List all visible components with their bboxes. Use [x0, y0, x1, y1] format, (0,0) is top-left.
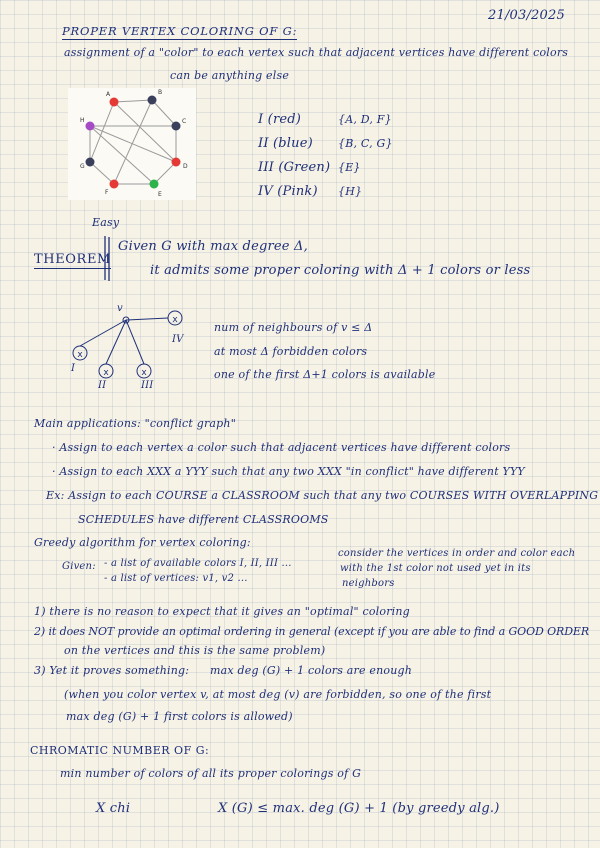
theorem-line-1: Given G with max degree Δ, [118, 239, 308, 254]
theorem-bar [104, 236, 112, 282]
graph-edge-EH [90, 126, 154, 184]
graph-vertex-label-D: D [183, 163, 188, 170]
color-class-3-name: III (Green) [258, 160, 331, 175]
greedy-input-2: - a list of vertices: v1, v2 ... [104, 573, 248, 584]
graph-vertex-H [86, 122, 95, 131]
theorem-line-2: it admits some proper coloring with Δ + 1 colors or less [150, 263, 531, 278]
color-class-4-set: {H} [338, 185, 363, 198]
graph-vertex-label-E: E [158, 191, 162, 198]
applications-title: Main applications: "conflict graph" [34, 417, 236, 430]
star-line-2: at most Δ forbidden colors [214, 345, 368, 358]
remark-3: 3) Yet it proves something: [34, 664, 190, 677]
applications-example-1: Ex: Assign to each COURSE a CLASSROOM such that any two COURSES WITH OVERLAPPING [46, 489, 599, 502]
graph-vertex-G [86, 158, 95, 167]
greedy-note-2: with the 1st color not used yet in its [340, 563, 531, 574]
definition-line-2: can be anything else [170, 69, 290, 82]
graph-edge-AG [90, 102, 114, 162]
graph-edge-AD [114, 102, 176, 162]
color-class-2-name: II (blue) [258, 136, 313, 151]
chromatic-title: CHROMATIC NUMBER OF G: [30, 744, 210, 757]
star-label-IV: IV [172, 334, 184, 345]
star-line-1: num of neighbours of v ≤ Δ [214, 321, 373, 334]
remark-2: 2) it does NOT provide an optimal ordering in general (except if you are able to find a GOOD ORDER [34, 625, 590, 638]
applications-item-1: · Assign to each vertex a color such that adjacent vertices have different colors [52, 441, 511, 454]
applications-example-2: SCHEDULES have different CLASSROOMS [78, 513, 329, 526]
color-class-2-set: {B, C, G} [338, 137, 393, 150]
color-class-4-name: IV (Pink) [258, 184, 318, 199]
graph-edge-HD [90, 126, 176, 162]
color-class-1-name: I (red) [258, 112, 302, 127]
greedy-note-1: consider the vertices in order and color each [338, 548, 576, 559]
graph-vertex-label-B: B [158, 89, 163, 96]
star-label-III: III [141, 380, 154, 391]
remark-3-cont-1: (when you color vertex v, at most deg (v) are forbidden, so one of the first [64, 688, 492, 701]
star-v-label: v [117, 303, 123, 314]
remark-2-cont: on the vertices and this is the same problem) [64, 644, 326, 657]
easy-note: Easy [92, 216, 120, 229]
greedy-given: Given: [62, 561, 96, 572]
graph-figure [68, 88, 196, 200]
graph-vertex-C [172, 122, 181, 131]
graph-vertex-B [148, 96, 157, 105]
graph-edge-AB [114, 100, 152, 102]
star-label-II: II [98, 380, 107, 391]
neighbour-star-diagram [64, 306, 214, 396]
graph-vertex-label-A: A [106, 91, 111, 98]
svg-text:x: x [141, 368, 147, 378]
star-label-I: I [71, 363, 76, 374]
definition-line-1: assignment of a "color" to each vertex such that adjacent vertices have different colors [64, 46, 569, 59]
remark-3-formula: max deg (G) + 1 colors are enough [210, 664, 413, 677]
greedy-note-3: neighbors [342, 578, 395, 589]
chromatic-definition: min number of colors of all its proper colorings of G [60, 767, 362, 780]
graph-vertex-F [110, 180, 119, 189]
graph-vertex-label-C: C [182, 118, 187, 125]
color-class-1-set: {A, D, F} [338, 113, 392, 126]
applications-item-2: · Assign to each XXX a YYY such that any two XXX "in conflict" have different YYY [52, 465, 525, 478]
greedy-title: Greedy algorithm for vertex coloring: [34, 536, 251, 549]
graph-vertex-D [172, 158, 181, 167]
remark-1: 1) there is no reason to expect that it gives an "optimal" coloring [34, 605, 410, 618]
theorem-label: THEOREM [34, 252, 111, 267]
chromatic-symbol: X chi [96, 801, 131, 816]
color-class-3-set: {E} [338, 161, 361, 174]
graph-edge-BF [114, 100, 152, 184]
date: 21/03/2025 [488, 8, 565, 23]
graph-vertex-E [150, 180, 159, 189]
graph-edge-DE [154, 162, 176, 184]
svg-text:x: x [172, 315, 178, 325]
graph-edge-FG [90, 162, 114, 184]
star-line-3: one of the first Δ+1 colors is available [214, 368, 436, 381]
graph-vertex-label-H: H [80, 117, 85, 124]
chromatic-bound: X (G) ≤ max. deg (G) + 1 (by greedy alg.) [218, 801, 500, 816]
graph-vertex-label-G: G [80, 163, 85, 170]
greedy-input-1: - a list of available colors I, II, III ... [104, 558, 292, 569]
remark-3-cont-2: max deg (G) + 1 first colors is allowed) [66, 710, 293, 723]
svg-text:x: x [103, 368, 109, 378]
graph-vertex-A [110, 98, 119, 107]
graph-svg [68, 88, 196, 200]
page-title: PROPER VERTEX COLORING OF G: [62, 24, 298, 38]
graph-vertex-label-F: F [105, 189, 109, 196]
graph-edge-BC [152, 100, 176, 126]
svg-text:x: x [77, 350, 83, 360]
